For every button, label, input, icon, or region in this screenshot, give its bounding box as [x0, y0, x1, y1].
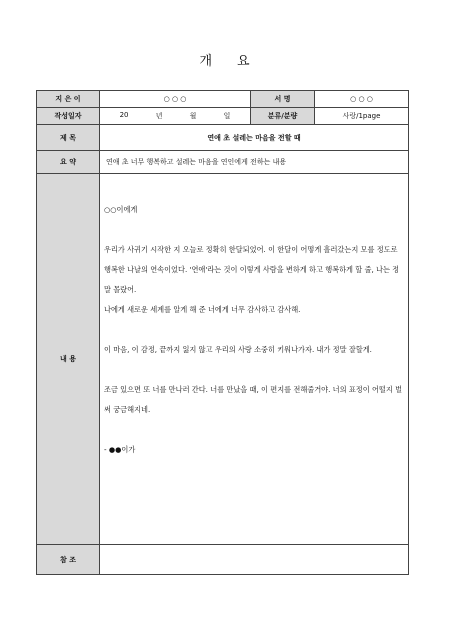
author-label: 지 은 이 — [37, 91, 100, 108]
category-value[interactable]: 사랑/1page — [315, 108, 409, 125]
title-part-1: 개 — [199, 54, 213, 69]
summary-label: 요 약 — [37, 151, 100, 174]
letter-paragraph-3: 이 마음, 이 감정, 끝까지 잃지 않고 우리의 사랑 소중히 키워나가자. 내가 정말 잘할게. — [104, 345, 372, 354]
date-label: 작성일자 — [37, 108, 100, 125]
reference-value[interactable] — [100, 545, 409, 575]
title-part-2: 요 — [237, 54, 251, 69]
date-year: 20 — [119, 111, 129, 119]
letter-greeting: ○○이에게 — [104, 205, 138, 214]
date-value[interactable] — [100, 108, 251, 125]
category-label: 분류/분량 — [251, 108, 315, 125]
overview-form — [36, 90, 409, 575]
subject-label: 제 목 — [37, 125, 100, 151]
subject-row — [37, 125, 409, 151]
author-row — [37, 91, 409, 108]
content-body[interactable] — [100, 174, 409, 545]
content-row — [37, 174, 409, 545]
reference-label: 참 조 — [37, 545, 100, 575]
author-value[interactable]: ○ ○ ○ — [100, 91, 251, 108]
date-day-unit: 일 — [223, 112, 231, 120]
letter-paragraph-4: 조금 있으면 또 너를 만나러 간다. 너를 만났을 때, 이 편지를 전해줄거야. 너의 표정이 어떨지 벌써 궁금해지네. — [104, 385, 403, 414]
summary-value[interactable]: 연애 초 너무 행복하고 설레는 마음을 연인에게 전하는 내용 — [100, 151, 409, 174]
date-month-unit: 월 — [189, 112, 197, 120]
date-row — [37, 108, 409, 125]
letter-paragraph-1: 우리가 사귀기 시작한 지 오늘로 정확히 한달되었어. 이 한달이 어떻게 흘러갔는지 모를 정도로 행복한 나날의 연속이었다. '연애'라는 것이 이렇게 사람을 변하게 하고 행복하게 할 줄, 나는 정말 몰랐어. — [104, 245, 400, 294]
letter-paragraph-2: 나에게 새로운 세계를 알게 해 준 너에게 너무 감사하고 감사해. — [104, 305, 301, 314]
letter-closing: - ●●이가 — [104, 445, 136, 454]
summary-row — [37, 151, 409, 174]
subject-value[interactable]: 연애 초 설레는 마음을 전할 때 — [100, 125, 409, 151]
signature-value[interactable]: ○ ○ ○ — [315, 91, 409, 108]
page-title — [0, 50, 450, 69]
signature-label: 서 명 — [251, 91, 315, 108]
date-year-unit: 년 — [155, 112, 163, 120]
reference-row — [37, 545, 409, 575]
content-label: 내 용 — [37, 174, 100, 545]
